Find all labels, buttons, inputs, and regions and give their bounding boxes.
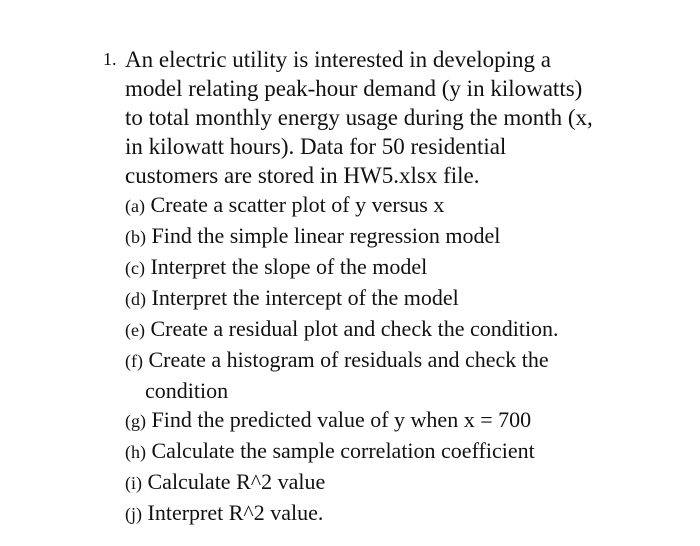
part-text: Calculate R^2 value [147, 469, 326, 494]
part-label: (c) [125, 258, 145, 278]
part-a [125, 190, 663, 221]
part-text: Create a residual plot and check the condition. [150, 316, 559, 341]
problem-number: 1. [103, 49, 117, 69]
part-text: Calculate the sample correlation coefficient [151, 438, 535, 463]
part-text: Create a scatter plot of y versus x [150, 192, 445, 217]
part-h [125, 436, 663, 467]
stem-line: model relating peak-hour demand (y in kilowatts) [125, 76, 583, 101]
problem-stem [103, 38, 663, 190]
problem-1 [103, 38, 663, 529]
part-b [125, 221, 663, 252]
stem-line: in kilowatt hours). Data for 50 residential [125, 134, 507, 159]
problem-parts [103, 190, 663, 529]
part-label: (e) [125, 320, 145, 340]
part-label: (f) [125, 351, 143, 371]
part-label: (j) [125, 504, 142, 524]
part-label: (h) [125, 442, 146, 462]
part-text: Interpret the slope of the model [150, 254, 428, 279]
part-text: Create a histogram of residuals and check the [148, 347, 549, 372]
part-g [125, 405, 663, 436]
part-c [125, 252, 663, 283]
part-j [125, 498, 663, 529]
part-label: (b) [125, 227, 146, 247]
part-d [125, 283, 663, 314]
part-text: Interpret the intercept of the model [151, 285, 459, 310]
stem-line: An electric utility is interested in developing a [125, 47, 552, 72]
part-f [125, 345, 663, 376]
part-i [125, 467, 663, 498]
part-text: Find the predicted value of y when x = 700 [151, 407, 532, 432]
part-text: Find the simple linear regression model [151, 223, 501, 248]
part-text: Interpret R^2 value. [147, 500, 324, 525]
part-label: (a) [125, 196, 145, 216]
part-e [125, 314, 663, 345]
part-f-continuation: condition [145, 378, 229, 403]
part-label: (i) [125, 473, 142, 493]
part-label: (d) [125, 289, 146, 309]
stem-line: to total monthly energy usage during the month (x, [125, 105, 593, 130]
part-label: (g) [125, 411, 146, 431]
stem-line: customers are stored in HW5.xlsx file. [125, 163, 480, 188]
